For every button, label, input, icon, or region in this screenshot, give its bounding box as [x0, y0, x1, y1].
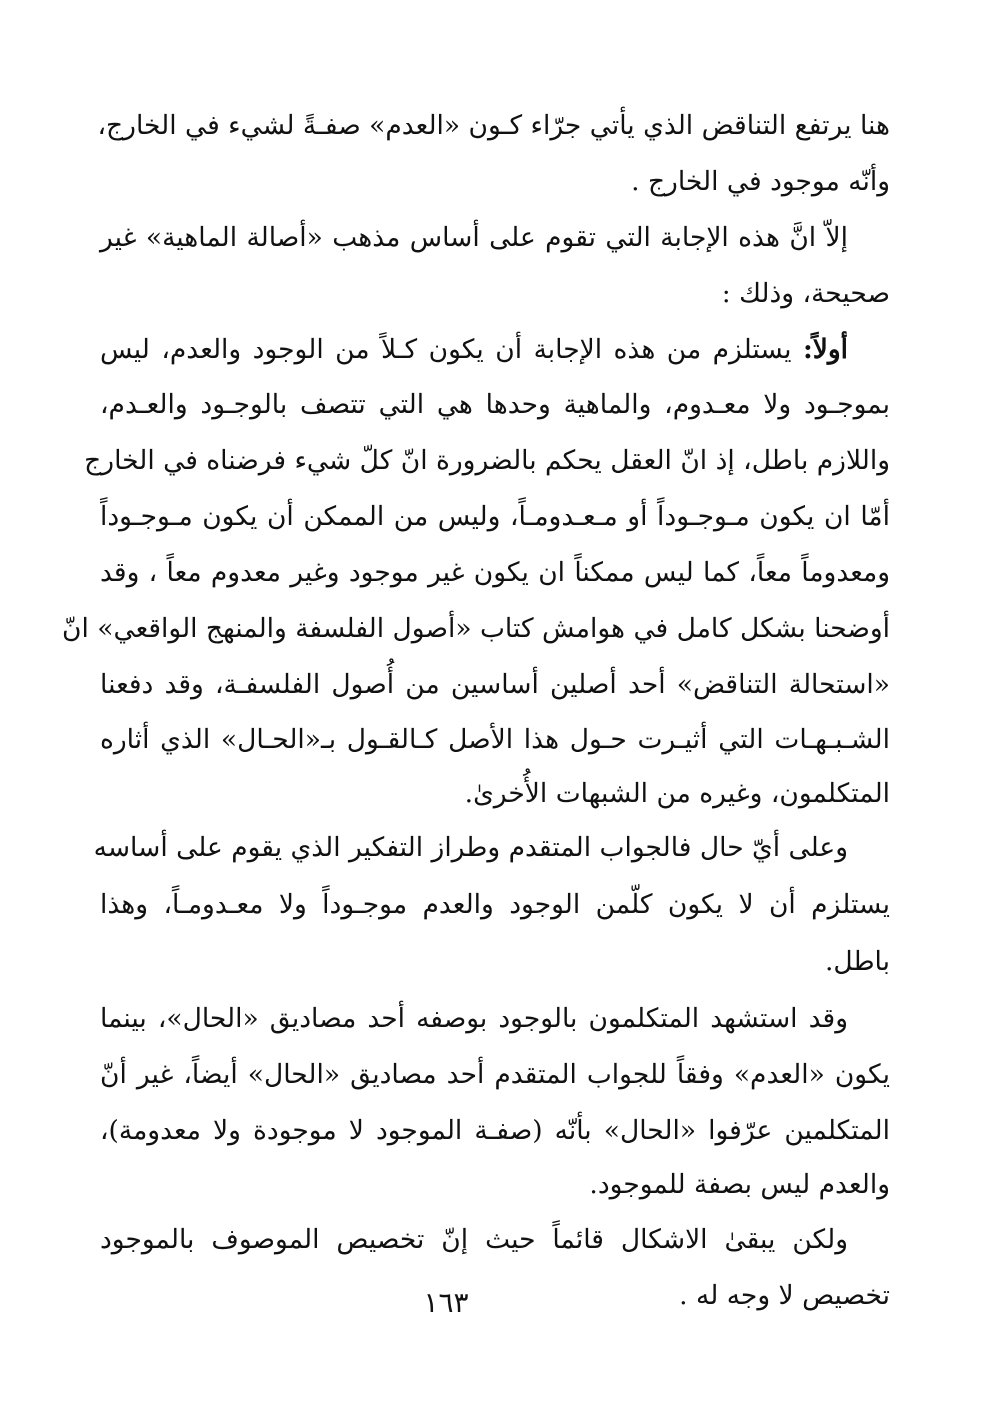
- text-line: يستلزم من هذه الإجابة أن يكون كـلاً من الوجود والعدم، ليس: [100, 334, 792, 365]
- text-line: واللازم باطل، إذ انّ العقل يحكم بالضرورة انّ كلّ شيء فرضناه في الخارج: [84, 445, 890, 476]
- first-point-line: [100, 322, 890, 378]
- page-number: ١٦٣: [423, 1286, 469, 1319]
- text-line: وقد استشهد المتكلمون بالوجود بوصفه أحد مصاديق «الحال»، بينما: [100, 1003, 848, 1034]
- text-line: تخصيص لا وجه له .: [679, 1280, 890, 1311]
- text-line: المتكلمون، وغيره من الشبهات الأُخرىٰ.: [464, 778, 890, 809]
- text-line: المتكلمين عرّفوا «الحال» بأنّه (صفـة الموجود لا موجودة ولا معدومة)،: [100, 1115, 890, 1146]
- text-line: ومعدوماً معاً، كما ليس ممكناً ان يكون غير موجود وغير معدوم معاً ، وقد: [100, 557, 890, 588]
- text-line: أوضحنا بشكل كامل في هوامش كتاب «أصول الفلسفة والمنهج الواقعي» انّ: [62, 613, 890, 644]
- text-line: يكون «العدم» وفقاً للجواب المتقدم أحد مصاديق «الحال» أيضاً، غير أنّ: [100, 1059, 890, 1090]
- text-line: ولكن يبقىٰ الاشكال قائماً حيث إنّ تخصيص الموصوف بالموجود: [100, 1224, 848, 1255]
- text-line: أمّا ان يكون مـوجـوداً أو مـعـدومـاً، وليس من الممكن أن يكون مـوجـوداً: [100, 501, 890, 532]
- text-line: الشـبـهـات التي أثيـرت حـول هذا الأصل كـالقـول بـ«الحـال» الذي أثاره: [100, 724, 890, 755]
- text-line: إلاّ انَّ هذه الإجابة التي تقوم على أساس مذهب «أصالة الماهية» غير: [100, 222, 848, 253]
- text-line: يستلزم أن لا يكون كلّمن الوجود والعدم موجـوداً ولا معـدومـاً، وهذا: [100, 889, 890, 920]
- text-line: وعلى أيّ حال فالجواب المتقدم وطراز التفكير الذي يقوم على أساسه: [93, 832, 848, 863]
- text-line: والعدم ليس بصفة للموجود.: [589, 1169, 890, 1200]
- text-line: باطل.: [824, 946, 890, 977]
- text-line: هنا يرتفع التناقض الذي يأتي جرّاء كـون «العدم» صفـةً لشيء في الخارج،: [97, 110, 890, 141]
- first-point-label: أولاً:: [802, 334, 848, 365]
- text-line: وأنّه موجود في الخارج .: [631, 166, 890, 197]
- text-line: «استحالة التناقض» أحد أصلين أساسين من أُصول الفلسفـة، وقد دفعنا: [100, 669, 890, 700]
- text-line: صحيحة، وذلك :: [721, 278, 890, 309]
- text-line: بموجـود ولا معـدوم، والماهية وحدها هي التي تتصف بالوجـود والعـدم،: [100, 389, 890, 420]
